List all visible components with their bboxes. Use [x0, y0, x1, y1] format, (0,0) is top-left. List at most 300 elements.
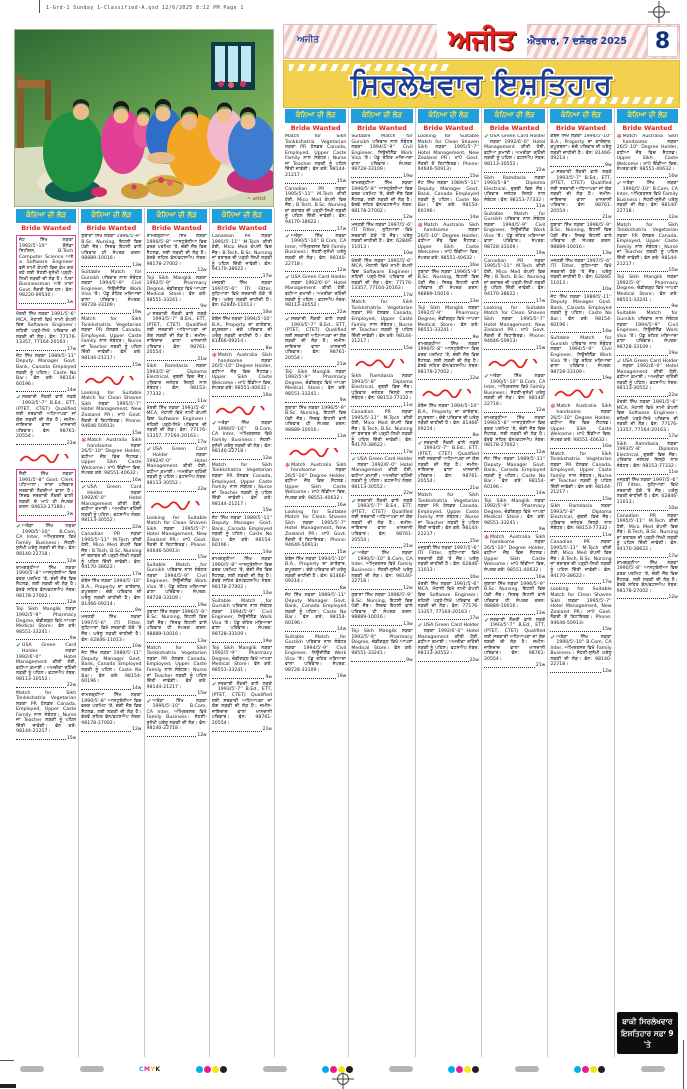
classified-ad — [617, 561, 678, 601]
ad-word-count: 14w — [535, 491, 546, 497]
woman-green-shawl — [43, 112, 103, 192]
ad-word-count: 21w — [66, 440, 77, 446]
ad-word-count: 14w — [262, 549, 272, 555]
bullet-icon: ✔ — [211, 420, 217, 428]
ad-word-count: 15w — [132, 430, 142, 436]
bullet-icon: ✔ — [16, 394, 22, 402]
ad-word-count: 15w — [668, 268, 678, 274]
ad-word-count: 15w — [336, 179, 347, 185]
ad-text: ਲੁਬਾਣਾ ਸਿੱਖ ਲੜਕਾ 1996/5'-9'' B.Sc. Nursing, ਇਟਲੀ ਵਿਚ ਪੱਕੀ ਜੌਬ। ਸਿਰਫ ਇਟਲੀ ਵਾਲੇ ਪਰਿਵਾਰ ਹੀ ਸੰਪਰਕ ਕਰਨ: 98889-10016। — [351, 592, 413, 621]
ad-separator — [81, 478, 141, 483]
ad-text: ਖੱਤਰੀ ਸਿੱਖ ਲੜਕਾ 1991/5'-6'' MCA, ਮੋਹਾਲੀ ਵਿਖੇ ਨਾਮੀ ਕੰਪਨੀ ਵਿਚ Software Engineer। ਸ਼ਹਿਰੀ ਪੜ੍ਹੇ-ਲਿਖੇ ਪਰਿਵਾਰ ਦੀ ਲੜਕੀ ਦੀ ਲੋੜ। ਫੋਨ: 77176-13357, 77164-20163। — [616, 400, 678, 433]
classified-ad — [285, 275, 346, 315]
ad-word-count: 12w — [403, 215, 413, 221]
ad-text: ਕੰਬੋਜ ਸਿੱਖ ਲੜਕਾ 1994/5'-10'' B.A., Property ਦਾ ਕਾਰੋਬਾਰ, ਕਪੂਰਥਲਾ। ਚੰਗੇ ਪਰਿਵਾਰ ਦੀ ਘਰੇਲੂ ਲੜਕੀ ਚਾਹੀਦੀ ਹੈ। ਫੋਨ: 81466-09214। — [550, 134, 612, 162]
ad-text: Teji Sikh Manglik ਲੜਕਾ 1992/5'-9'' Pharmacy Degree, ਚੰਡੀਗੜ੍ਹ ਵਿਖੇ ਆਪਣਾ Medical Store। ਫੋਨ ਕਰੋ: 98551-33241। — [417, 305, 479, 334]
ad-text: ਲੁਬਾਣਾ ਸਿੱਖ ਲੜਕਾ 1996/5'-9'' B.Sc. Nursing, ਇਟਲੀ ਵਿਚ ਪੱਕੀ ਜੌਬ। ਸਿਰਫ ਇਟਲੀ ਵਾਲੇ ਪਰਿਵਾਰ ਹੀ ਸੰਪਰਕ ਕਰਨ: 98889-10016। — [550, 222, 612, 250]
ad-text: ਜੱਟ ਸਿੱਖ ਲੜਕਾ 1989/5'-11'' Deputy Manager Govt. Bank, Canada Employed ਲੜਕੀ ਨੂੰ ਪਹਿਲ। Caste No Bar। ਫੋਨ ਕਰੋ: 98154-60196। — [417, 181, 479, 214]
ad-separator — [351, 491, 412, 496]
ad-text: Suitable Match for Gursikh ਪਰਿਵਾਰ ਨਾਲ ਸੰਬੰਧਤ ਲੜਕਾ 1994/5'-9'' Civil Engineer, ਨਿਊਜ਼ੀਲੈਂਡ Work Visa 'ਤੇ। ਪੇਂਡੂ ਰਹਿਤ ਮਰਿਆਦਾ ਵਾਲਾ ਪਰਿਵਾਰ। ਸੰਪਰਕ: 98728-33109। — [351, 134, 413, 173]
bullet-icon: ✔ — [483, 372, 490, 380]
column-header — [81, 209, 141, 232]
gray-control-patch — [80, 1066, 104, 1072]
ad-text: ਮਜ੍ਹਬੀ ਸਿੱਖ ਲੜਕਾ 1997/5'-6'' ITI Fitter, ਲੁਧਿਆਣਾ ਵਿਖੇ ਸਰਕਾਰੀ ਠੇਕੇ 'ਤੇ ਜੌਬ। ਘਰੇਲੂ ਲੜਕੀ ਚਾਹੀਦੀ ਹੈ। ਫੋਨ: 62846-11013। — [616, 477, 678, 505]
classified-ad — [617, 223, 678, 274]
ad-separator — [550, 163, 611, 168]
ad-word-count: 13w — [535, 610, 546, 616]
bullet-icon: ✔ — [211, 680, 217, 688]
ad-text: Teji Sikh Manglik ਲੜਕਾ 1992/5'-9'' Pharmacy Degree, ਚੰਡੀਗੜ੍ਹ ਵਿਖੇ ਆਪਣਾ Medical Store। ਫੋਨ ਕਰੋ: 98551-33241। — [285, 369, 347, 397]
ad-word-count: 9w — [69, 636, 77, 642]
newspaper-logo: ਅਜੀਤ — [436, 22, 526, 58]
ad-text: ਅਰੋੜਾ ਸਿੱਖ ਲੜਕਾ 1990/5'-10'' B.Com, CA Inter, ਅੰਮ੍ਰਿਤਸਰ ਵਿਖੇ Family Business। ਸੋਹਣੀ-ਸੁਨੱਖੀ ਘਰੇਲੂ ਲੜਕੀ ਦੀ ਲੋੜ। ਫੋਨ: 98140-22718। — [483, 373, 546, 407]
classified-ad — [16, 469, 76, 522]
ad-word-count: 22w — [336, 309, 347, 315]
ad-word-count: 10w — [403, 251, 413, 257]
ad-text: ਰਾਮਗੜ੍ਹੀਆ ਸਿੱਖ ਲੜਕਾ 1990/5'-8'' ਆਸਟ੍ਰੇਲੀਆ ਵਿਚ ਵਰਕ ਪਰਮਿਟ 'ਤੇ, ਚੰਗੀ ਜੌਬ ਵਿਚ ਸੈਟਲਡ, ਲਈ ਲੜਕੀ ਦੀ ਲੋੜ ਹੈ। ਵੇਰਵੇ ਸਹਿਤ ਫੋਨ/ਵਟਸਐਪ ਨੰਬਰ: 98178-27002। — [417, 341, 479, 375]
ad-text: ਮਜ੍ਹਬੀ ਸਿੱਖ ਲੜਕਾ 1997/5'-6'' ITI Fitter, ਲੁਧਿਆਣਾ ਵਿਖੇ ਸਰਕਾਰੀ ਠੇਕੇ 'ਤੇ ਜੌਬ। ਘਰੇਲੂ ਲੜਕੀ ਚਾਹੀਦੀ ਹੈ। ਫੋਨ: 62846-11013। — [351, 222, 413, 250]
cmyk-dot — [220, 1066, 227, 1073]
classified-ad — [351, 181, 412, 221]
bullet-icon: ✔ — [285, 232, 291, 240]
ad-separator — [550, 580, 611, 585]
ad-word-count: 14w — [469, 215, 479, 221]
classified-column — [210, 208, 275, 1057]
cmyk-dot — [204, 1066, 211, 1073]
section-banner — [283, 60, 680, 108]
classified-ad — [351, 551, 412, 591]
ad-text: ਅਰੋੜਾ ਸਿੱਖ ਲੜਕਾ 1990/5'-10'' B.Com, CA Inter, ਅੰਮ੍ਰਿਤਸਰ ਵਿਖੇ Family Business। ਸੋਹਣੀ-ਸੁਨੱਖੀ ਘਰੇਲੂ ਲੜਕੀ ਦੀ ਲੋੜ। ਫੋਨ: 98140-22718। — [550, 634, 612, 668]
ads-list — [351, 134, 412, 1057]
cmyk-dot — [472, 1066, 479, 1073]
ad-word-count: 21w — [469, 485, 479, 491]
ad-separator — [351, 215, 412, 220]
gray-control-patch — [263, 1066, 287, 1072]
ad-separator — [285, 398, 346, 403]
classified-column — [349, 108, 415, 1057]
ad-text: ਜੱਟ ਸਿੱਖ ਲੜਕਾ 1989/5'-11'' Deputy Manager Govt. Bank, Canada Employed ਲੜਕੀ ਨੂੰ ਪਹਿਲ। Caste No Bar। ਫੋਨ ਕਰੋ: 98154-60196। — [550, 294, 612, 328]
bullet-icon: ✔ — [483, 616, 490, 624]
classified-ad — [418, 134, 479, 179]
classified-ad — [147, 312, 207, 363]
classified-ad — [285, 463, 346, 508]
ad-text: ਰਾਮਗੜ੍ਹੀਆ ਸਿੱਖ ਲੜਕਾ 1990/5'-8'' ਆਸਟ੍ਰੇਲੀਆ ਵਿਚ ਵਰਕ ਪਰਮਿਟ 'ਤੇ, ਚੰਗੀ ਜੌਬ ਵਿਚ ਸੈਟਲਡ, ਲਈ ਲੜਕੀ ਦੀ ਲੋੜ ਹੈ। ਵੇਰਵੇ ਸਹਿਤ ਫੋਨ/ਵਟਸਐਪ ਨੰਬਰ: 98178-27002। — [81, 692, 142, 726]
classified-ad — [285, 406, 346, 440]
ad-word-count: 19w — [602, 376, 612, 382]
ad-text: ਖੱਤਰੀ ਸਿੱਖ ਲੜਕਾ 1991/5'-6'' MCA, ਮੋਹਾਲੀ ਵਿਖੇ ਨਾਮੀ ਕੰਪਨੀ ਵਿਚ Software Engineer। ਸ਼ਹਿਰੀ ਪੜ੍ਹੇ-ਲਿਖੇ ਪਰਿਵਾਰ ਦੀ ਲੜਕੀ ਦੀ ਲੋੜ। ਫੋਨ: 77176-13357, 77164-20163। — [417, 581, 479, 615]
cmyk-dot-group — [448, 1066, 479, 1073]
ad-word-count: 13w — [132, 262, 142, 268]
ad-text: ਜੱਟ ਸਿੱਖ ਲੜਕਾ 1992/5'-10'' ਕੈਨੇਡਾ ਸਿਟੀਜ਼ਨ, B.Tech Computer Science ਅਤੇ a Software Engineer ਵਜੋਂ ਨਾਮੀ ਕੰਪਨੀ ਵਿਚ ਕੰਮ ਕਰ ਰਹੇ ਲਈ ਸੋਹਣੀ-ਸੁਨੱਖੀ ਪੜ੍ਹੀ-ਲਿਖੀ ਲੜਕੀ ਦੀ ਲੋੜ ਹੈ। ਪਿਤਾ Businessman ਅਤੇ ਮਾਤਾ Govt. ਨੌਕਰੀ ਵਿਚ ਹਨ। ਫੋਨ: 98220-99530। — [19, 238, 74, 299]
classified-ad — [147, 699, 207, 739]
cmyk-dot — [574, 1066, 581, 1073]
ad-word-count: 16w — [668, 173, 678, 179]
ad-separator — [81, 310, 141, 315]
ad-separator — [212, 310, 272, 315]
column-header-punjabi: ਕੰਨਿਆ ਦੀ ਲੋੜ — [484, 109, 545, 123]
ad-word-count: 17w — [197, 440, 207, 446]
printer-slug-line: 1-Grd-1 Sunday 1-Classified-A.qxd 12/6/2025 8:12 PM Page 1 — [46, 5, 244, 11]
classified-ad — [484, 259, 545, 304]
ad-text: ਸਰਕਾਰੀ ਨੌਕਰੀ ਵਾਲੇ ਲੜਕੇ 1993/5'-7'' B.Ed., ETT, (PTET, CTET) Qualified ਲਈ ਸਰਕਾਰੀ ਅਧਿਆਪਕਾ ਜਾਂ ਯੋਗ ਲੜਕੀ ਦੀ ਲੋੜ ਹੈ। ਜ਼ਮੀਨ-ਜਾਇਦਾਦ ਵਾਲਾ ਖਾਨਦਾਨੀ ਪਰਿਵਾਰ। ਫੋਨ: 98761-20554। — [417, 440, 479, 485]
bullet-icon: ✻ — [285, 461, 291, 469]
ad-word-count: 13w — [403, 621, 413, 627]
ad-separator — [19, 300, 73, 305]
ad-separator — [81, 608, 141, 613]
ad-separator — [16, 559, 76, 564]
continued-on-page-note — [617, 1012, 678, 1054]
ad-text: ਖੱਤਰੀ ਸਿੱਖ ਲੜਕਾ 1991/5'-6'' MCA, ਮੋਹਾਲੀ ਵਿਖੇ ਨਾਮੀ ਕੰਪਨੀ ਵਿਚ Software Engineer। ਸ਼ਹਿਰੀ ਪੜ੍ਹੇ-ਲਿਖੇ ਪਰਿਵਾਰ ਦੀ ਲੜਕੀ ਦੀ ਲੋੜ। ਫੋਨ: 77176-13357, 77164-20163। — [351, 258, 413, 292]
ad-word-count: 11w — [403, 402, 413, 408]
ad-separator — [16, 347, 76, 352]
classified-ad — [81, 391, 141, 436]
ad-word-count: 17w — [403, 449, 413, 455]
ad-word-count: 16w — [336, 502, 347, 508]
ad-word-count: 17w — [535, 298, 546, 304]
classified-ad — [285, 510, 346, 555]
ad-text: ਮਜ੍ਹਬੀ ਸਿੱਖ ਲੜਕਾ 1997/5'-6'' ITI Fitter, ਲੁਧਿਆਣਾ ਵਿਖੇ ਸਰਕਾਰੀ ਠੇਕੇ 'ਤੇ ਜੌਬ। ਘਰੇਲੂ ਲੜਕੀ ਚਾਹੀਦੀ ਹੈ। ਫੋਨ: 62846-11013। — [81, 615, 142, 643]
ad-separator — [212, 591, 272, 596]
ad-separator — [351, 586, 412, 591]
classified-ad — [212, 516, 272, 556]
column-header-english: Bride Wanted — [622, 124, 673, 132]
classified-ad — [550, 540, 611, 585]
ad-word-count: 10w — [469, 574, 479, 580]
column-header-english: Bride Wanted — [357, 124, 407, 132]
ad-separator — [212, 675, 272, 680]
bullet-icon: ✔ — [616, 180, 622, 188]
classified-ad — [81, 651, 141, 691]
ad-word-count: 11w — [535, 204, 546, 210]
ad-text: Sikh Ramdasia ਲੜਕਾ 1993/5'-8'' Diploma Electrical, ਦੁਬਈ ਵਿਚ ਜੌਬ। ਪਰਿਵਾਰ ਜਲੰਧਰ ਜ਼ਿਲ੍ਹੇ ਨਾਲ ਸੰਬੰਧਤ। ਫੋਨ: 98153-77332। — [483, 175, 546, 203]
ad-separator — [484, 204, 545, 209]
classified-ad — [285, 370, 346, 404]
ad-separator — [617, 174, 678, 179]
ad-text: ਅਰੋੜਾ ਸਿੱਖ ਲੜਕਾ 1990/5'-10'' B.Com, CA Inter, ਅੰਮ੍ਰਿਤਸਰ ਵਿਖੇ Family Business। ਸੋਹਣੀ-ਸੁਨੱਖੀ ਘਰੇਲੂ ਲੜਕੀ ਦੀ ਲੋੜ। ਫੋਨ: 98140-22718। — [16, 524, 77, 557]
ad-separator — [617, 393, 678, 398]
ad-separator — [484, 299, 545, 304]
ad-text: Match for Sikh Tonkkshatria Vegetarian ਲੜਕਾ PR ਹੋਲਡਰ Canada, Employed, Upper Caste Family ਨਾਲ ਸੰਬੰਧਤ। Nurse ਜਾਂ Teacher ਲੜਕੀ ਨੂੰ ਪਹਿਲ ਦਿੱਤੀ ਜਾਵੇਗੀ। ਫੋਨ ਕਰੋ: 98144-21217। — [146, 645, 207, 690]
bullet-icon: ✔ — [351, 497, 357, 505]
classified-ad — [418, 270, 479, 304]
ad-text: ਰਾਮਗੜ੍ਹੀਆ ਸਿੱਖ ਲੜਕਾ 1990/5'-8'' ਆਸਟ੍ਰੇਲੀਆ ਵਿਚ ਵਰਕ ਪਰਮਿਟ 'ਤੇ, ਚੰਗੀ ਜੌਬ ਵਿਚ ਸੈਟਲਡ, ਲਈ ਲੜਕੀ ਦੀ ਲੋੜ ਹੈ। ਵੇਰਵੇ ਸਹਿਤ ਫੋਨ/ਵਟਸਐਪ ਨੰਬਰ: 98178-27002। — [16, 565, 77, 599]
ad-text: Suitable Match for Gursikh ਪਰਿਵਾਰ ਨਾਲ ਸੰਬੰਧਤ ਲੜਕਾ 1994/5'-9'' Civil Engineer, ਨਿਊਜ਼ੀਲੈਂਡ Work Visa 'ਤੇ। ਪੇਂਡੂ ਰਹਿਤ ਮਰਿਆਦਾ ਵਾਲਾ ਪਰਿਵਾਰ। ਸੰਪਰਕ: 98728-33109। — [211, 598, 272, 637]
ad-text: Teji Sikh Manglik ਲੜਕਾ 1992/5'-9'' Pharmacy Degree, ਚੰਡੀਗੜ੍ਹ ਵਿਖੇ ਆਪਣਾ Medical Store। ਫੋਨ ਕਰੋ: 98551-33241। — [211, 645, 272, 674]
ad-word-count: 3w — [66, 300, 74, 306]
classified-ad — [212, 353, 272, 398]
ad-text: Canadian PR ਲੜਕਾ 1995/5'-11'' M.Tech ਕੀਤੀ ਹੋਈ, Mico Med ਕੰਪਨੀ ਵਿਚ ਜੌਬ। B.Tech, B.Sc. Nursing ਜਾਂ ਬਰਾਬਰ ਦੀ ਪੜ੍ਹੀ-ਲਿਖੀ ਲੜਕੀ ਨੂੰ ਪਹਿਲ ਦਿੱਤੀ ਜਾਵੇਗੀ। ਫੋਨ: 94170-38622। — [81, 532, 142, 571]
ad-word-count: 21w — [535, 663, 546, 669]
ad-separator — [617, 351, 678, 356]
ads-list — [285, 134, 346, 1057]
ad-word-count: 22w — [535, 168, 546, 174]
ad-separator — [285, 674, 346, 679]
ad-separator — [212, 550, 272, 555]
ad-word-count: 14w — [336, 627, 347, 633]
ad-separator — [550, 444, 611, 449]
gray-control-patch — [641, 1066, 665, 1072]
bullet-icon: ✔ — [146, 310, 152, 318]
ads-list — [484, 134, 545, 1057]
cmyk-dot — [590, 1066, 597, 1073]
ad-text: Suitable Match for Gursikh ਪਰਿਵਾਰ ਨਾਲ ਸੰਬੰਧਤ ਲੜਕਾ 1994/5'-9'' Civil Engineer, ਨਿਊਜ਼ੀਲੈਂਡ Work Visa 'ਤੇ। ਪੇਂਡੂ ਰਹਿਤ ਮਰਿਆਦਾ ਵਾਲਾ ਪਰਿਵਾਰ। ਸੰਪਰਕ: 98728-33109। — [81, 270, 142, 309]
column-header-punjabi: ਕੰਨਿਆ ਦੀ ਲੋੜ — [147, 209, 207, 223]
classified-ad — [484, 535, 545, 580]
ad-word-count: 19w — [336, 674, 347, 680]
ad-separator — [550, 215, 611, 220]
ad-word-count: 22w — [197, 487, 207, 493]
classified-ad — [16, 395, 76, 446]
ad-separator — [351, 544, 412, 549]
classified-ad — [285, 557, 346, 591]
bullet-icon: ✻ — [616, 134, 622, 140]
ad-text: USA Green Card Holder ਲੜਕਾ 1992/6'-0'' Hotel Management ਕੀਤੀ ਹੋਈ, ਵਧੀਆ ਕਮਾਈ। ਅਮਰੀਕਾ ਰਹਿੰਦੀ ਲੜਕੀ ਨੂੰ ਪਹਿਲ। ਵਟਸਐਪ ਨੰਬਰ: 98113-30552। — [285, 275, 347, 309]
classified-ad — [550, 404, 611, 449]
ad-word-count: 13w — [469, 298, 479, 304]
ad-text: ਅਰੋੜਾ ਸਿੱਖ ਲੜਕਾ 1990/5'-10'' B.Com, CA Inter, ਅੰਮ੍ਰਿਤਸਰ ਵਿਖੇ Family Business। ਸੋਹਣੀ-ਸੁਨੱਖੀ ਘਰੇਲੂ ਲੜਕੀ ਦੀ ਲੋੜ। ਫੋਨ: 98140-22718। — [616, 181, 678, 214]
ad-word-count: 12w — [668, 595, 678, 601]
ad-separator — [550, 669, 611, 674]
ad-text: Teji Sikh Manglik ਲੜਕਾ 1992/5'-9'' Pharmacy Degree, ਚੰਡੀਗੜ੍ਹ ਵਿਖੇ ਆਪਣਾ Medical Store। ਫੋਨ ਕਰੋ: 98551-33241। — [616, 275, 678, 303]
column-header-english: Bride Wanted — [21, 224, 72, 232]
ad-text: ਮਜ੍ਹਬੀ ਸਿੱਖ ਲੜਕਾ 1997/5'-6'' ITI Fitter, ਲੁਧਿਆਣਾ ਵਿਖੇ ਸਰਕਾਰੀ ਠੇਕੇ 'ਤੇ ਜੌਬ। ਘਰੇਲੂ ਲੜਕੀ ਚਾਹੀਦੀ ਹੈ। ਫੋਨ: 62846-11013। — [550, 258, 612, 286]
classified-ad — [212, 281, 272, 315]
ad-word-count: 11w — [668, 470, 678, 476]
classified-column — [283, 108, 349, 1057]
ad-word-count: 8w — [339, 585, 347, 591]
ad-text: ਸਰਕਾਰੀ ਨੌਕਰੀ ਵਾਲੇ ਲੜਕੇ 1993/5'-7'' B.Ed., ETT, (PTET, CTET) Qualified ਲਈ ਸਰਕਾਰੀ ਅਧਿਆਪਕਾ ਜਾਂ ਯੋਗ ਲੜਕੀ ਦੀ ਲੋੜ ਹੈ। ਜ਼ਮੀਨ-ਜਾਇਦਾਦ ਵਾਲਾ ਖਾਨਦਾਨੀ ਪਰਿਵਾਰ। ਫੋਨ: 98761-20554। — [146, 311, 207, 356]
ad-word-count: 16w — [535, 574, 546, 580]
classified-ad — [418, 623, 479, 663]
ad-text: Match for Sikh Tonkkshatria Vegetarian ਲੜਕਾ PR ਹੋਲਡਰ Canada, Employed, Upper Caste Family ਨਾਲ ਸੰਬੰਧਤ। Nurse ਜਾਂ Teacher ਲੜਕੀ ਨੂੰ ਪਹਿਲ ਦਿੱਤੀ ਜਾਵੇਗੀ। ਫੋਨ ਕਰੋ: 98144-21217। — [16, 690, 77, 735]
bullet-icon: ✻ — [211, 352, 217, 360]
ad-separator — [550, 533, 611, 538]
ad-text: Sikh Ramdasia ਲੜਕਾ 1993/5'-8'' Diploma Electrical, ਦੁਬਈ ਵਿਚ ਜੌਬ। ਪਰਿਵਾਰ ਜਲੰਧਰ ਜ਼ਿਲ੍ਹੇ ਨਾਲ ਸੰਬੰਧਤ। ਫੋਨ: 98153-77332। — [351, 373, 413, 402]
ad-text: ਰਾਮਗੜ੍ਹੀਆ ਸਿੱਖ ਲੜਕਾ 1990/5'-8'' ਆਸਟ੍ਰੇਲੀਆ ਵਿਚ ਵਰਕ ਪਰਮਿਟ 'ਤੇ, ਚੰਗੀ ਜੌਬ ਵਿਚ ਸੈਟਲਡ, ਲਈ ਲੜਕੀ ਦੀ ਲੋੜ ਹੈ। ਵੇਰਵੇ ਸਹਿਤ ਫੋਨ/ਵਟਸਐਪ ਨੰਬਰ: 98178-27002। — [483, 415, 546, 449]
cmyk-dot — [196, 1066, 203, 1073]
ad-text: ਰਾਮਗੜ੍ਹੀਆ ਸਿੱਖ ਲੜਕਾ 1990/5'-8'' ਆਸਟ੍ਰੇਲੀਆ ਵਿਚ ਵਰਕ ਪਰਮਿਟ 'ਤੇ, ਚੰਗੀ ਜੌਬ ਵਿਚ ਸੈਟਲਡ, ਲਈ ਲੜਕੀ ਦੀ ਲੋੜ ਹੈ। ਵੇਰਵੇ ਸਹਿਤ ਫੋਨ/ਵਟਸਐਪ ਨੰਬਰ: 98178-27002। — [616, 560, 678, 594]
ad-text: Match Australia Sikh handsome ਲੜਕਾ 26/5'-10'' Degree Holder, ਵਧੀਆ ਜੌਬ ਵਿਚ ਸੈਟਲਡ। Upper Sikh Caste Welcome। ਮਾਪੇ ਇੰਡੀਆ ਵਿਚ, ਸੰਪਰਕ ਕਰੋ: 98551-40632। — [417, 222, 479, 261]
classified-ad — [212, 646, 272, 680]
ad-text: ਜੱਟ ਸਿੱਖ ਲੜਕਾ 1989/5'-11'' Deputy Manager Govt. Bank, Canada Employed ਲੜਕੀ ਨੂੰ ਪਹਿਲ। Caste No Bar। ਫੋਨ ਕਰੋ: 98154-60196। — [211, 515, 272, 549]
script-flourish-icon — [351, 353, 412, 372]
bullet-icon: ✔ — [146, 697, 152, 705]
classified-ad — [550, 259, 611, 293]
ad-separator — [484, 611, 545, 616]
classified-ad — [147, 406, 207, 446]
classified-ad — [212, 234, 272, 279]
column-header-english: Bride Wanted — [86, 224, 137, 232]
bullet-icon: ✔ — [417, 439, 423, 447]
ad-word-count: 15w — [336, 549, 347, 555]
ad-text: Match for Sikh Tonkkshatria Vegetarian ਲੜਕਾ PR ਹੋਲਡਰ Canada, Employed, Upper Caste Family ਨਾਲ ਸੰਬੰਧਤ। Nurse ਜਾਂ Teacher ਲੜਕੀ ਨੂੰ ਪਹਿਲ ਦਿੱਤੀ ਜਾਵੇਗੀ। ਫੋਨ ਕਰੋ: 98144-21217। — [285, 134, 347, 178]
classified-ad — [16, 524, 76, 564]
classified-ad — [550, 170, 611, 221]
classified-column — [145, 208, 210, 1057]
bullet-icon: ✔ — [285, 274, 291, 282]
ad-word-count: 19w — [262, 638, 272, 644]
svg-text:~ artist: ~ artist — [247, 196, 266, 202]
ad-text: USA Green Card Holder ਲੜਕਾ 1992/6'-0'' Hotel Management ਕੀਤੀ ਹੋਈ, ਵਧੀਆ ਕਮਾਈ। ਅਮਰੀਕਾ ਰਹਿੰਦੀ ਲੜਕੀ ਨੂੰ ਪਹਿਲ। ਵਟਸਐਪ ਨੰਬਰ: 98113-30552। — [483, 134, 546, 167]
ad-word-count: 9w — [538, 527, 546, 533]
column-header-punjabi: ਕੰਨਿਆ ਦੀ ਲੋੜ — [617, 109, 678, 123]
ad-separator — [285, 434, 346, 439]
classified-ad — [550, 452, 611, 503]
ad-word-count: 21w — [403, 544, 413, 550]
ad-word-count: 15w — [403, 345, 413, 351]
cmyk-dot-group — [196, 1066, 227, 1073]
ad-separator — [81, 572, 141, 577]
ad-word-count: 22w — [403, 491, 413, 497]
classified-ad — [16, 643, 76, 688]
ad-separator — [81, 263, 141, 268]
classified-column — [482, 108, 548, 1057]
cmyk-dot — [464, 1066, 471, 1073]
ad-word-count: 11w — [602, 533, 612, 538]
classified-ad — [16, 607, 76, 641]
ad-separator — [418, 263, 479, 268]
script-flourish-icon — [550, 383, 611, 402]
ad-separator — [484, 251, 545, 256]
ad-separator — [147, 399, 207, 404]
script-flourish-icon — [212, 400, 272, 419]
ad-text: Match for Sikh Tonkkshatria Vegetarian ਲੜਕਾ PR ਹੋਲਡਰ Canada, Employed, Upper Caste Family ਨਾਲ ਸੰਬੰਧਤ। Nurse ਜਾਂ Teacher ਲੜਕੀ ਨੂੰ ਪਹਿਲ ਦਿੱਤੀ ਜਾਵੇਗੀ। ਫੋਨ ਕਰੋ: 98144-21217। — [81, 317, 142, 361]
ad-text: USA Green Card Holder ਲੜਕਾ 1992/6'-0'' Hotel Management ਕੀਤੀ ਹੋਈ, ਵਧੀਆ ਕਮਾਈ। ਅਮਰੀਕਾ ਰਹਿੰਦੀ ਲੜਕੀ ਨੂੰ ਪਹਿਲ। ਵਟਸਐਪ ਨੰਬਰ: 98113-30552। — [417, 623, 479, 657]
classified-ad — [617, 275, 678, 309]
ad-text: Match for Sikh Tonkkshatria Vegetarian ਲੜਕਾ PR ਹੋਲਡਰ Canada, Employed, Upper Caste Family ਨਾਲ ਸੰਬੰਧਤ। Nurse ਜਾਂ Teacher ਲੜਕੀ ਨੂੰ ਪਹਿਲ ਦਿੱਤੀ ਜਾਵੇਗੀ। ਫੋਨ ਕਰੋ: 98144-21217। — [550, 451, 612, 496]
ad-text: Match for Sikh Tonkkshatria Vegetarian ਲੜਕਾ PR ਹੋਲਡਰ Canada, Employed, Upper Caste Family ਨਾਲ ਸੰਬੰਧਤ। Nurse ਜਾਂ Teacher ਲੜਕੀ ਨੂੰ ਪਹਿਲ ਦਿੱਤੀ ਜਾਵੇਗੀ। ਫੋਨ ਕਰੋ: 98144-21217। — [211, 462, 272, 507]
ad-text: Sikh Ramdasia ਲੜਕਾ 1993/5'-8'' Diploma Electrical, ਦੁਬਈ ਵਿਚ ਜੌਬ। ਪਰਿਵਾਰ ਜਲੰਧਰ ਜ਼ਿਲ੍ਹੇ ਨਾਲ ਸੰਬੰਧਤ। ਫੋਨ: 98153-77332। — [146, 364, 207, 398]
ad-separator — [418, 575, 479, 580]
cmyk-label: C M Y K — [139, 1065, 161, 1073]
ad-text: ਲੁਬਾਣਾ ਸਿੱਖ ਲੜਕਾ 1996/5'-9'' B.Sc. Nursing, ਇਟਲੀ ਵਿਚ ਪੱਕੀ ਜੌਬ। ਸਿਰਫ ਇਟਲੀ ਵਾਲੇ ਪਰਿਵਾਰ ਹੀ ਸੰਪਰਕ ਕਰਨ: 98889-10016। — [81, 234, 142, 262]
ad-text: Looking for Suitable Match for Clean Shaven Sikh ਲੜਕਾ 1995/5'-7'' Hotel Management, New Zealand PR। ਮਾਪੇ Govt. ਨੌਕਰੀ ਤੋਂ ਰਿਟਾਇਰਡ। Phone: 94646-50913। — [81, 390, 142, 430]
ad-text: ਕੰਬੋਜ ਸਿੱਖ ਲੜਕਾ 1994/5'-10'' B.A., Property ਦਾ ਕਾਰੋਬਾਰ, ਕਪੂਰਥਲਾ। ਚੰਗੇ ਪਰਿਵਾਰ ਦੀ ਘਰੇਲੂ ਲੜਕੀ ਚਾਹੀਦੀ ਹੈ। ਫੋਨ: 81466-09214। — [285, 556, 347, 585]
ad-word-count: 14w — [602, 329, 612, 335]
continued-note-line2: ਇਸ਼ਤਿਹਾਰ ਸਫ਼ਾ 9 'ਤੇ — [620, 1028, 674, 1049]
ad-word-count: 9w — [406, 657, 413, 663]
classified-ad — [81, 485, 141, 530]
script-flourish-icon — [16, 448, 76, 467]
classified-ad — [147, 276, 207, 310]
classified-ad — [617, 400, 678, 440]
ad-word-count: 15w — [469, 538, 479, 544]
ad-text: ਲੁਬਾਣਾ ਸਿੱਖ ਲੜਕਾ 1996/5'-9'' B.Sc. Nursing, ਇਟਲੀ ਵਿਚ ਪੱਕੀ ਜੌਬ। ਸਿਰਫ ਇਟਲੀ ਵਾਲੇ ਪਰਿਵਾਰ ਹੀ ਸੰਪਰਕ ਕਰਨ: 98889-10016। — [285, 405, 347, 433]
bullet-icon: ✔ — [16, 523, 22, 531]
ad-separator — [418, 616, 479, 621]
ad-word-count: 12w — [668, 215, 678, 221]
bullet-icon: ✔ — [483, 134, 490, 140]
classified-column — [79, 208, 144, 1057]
script-flourish-icon — [484, 353, 545, 372]
classified-ad — [418, 546, 479, 580]
cmyk-dot — [322, 1066, 329, 1073]
ad-separator — [351, 174, 412, 179]
ad-text: Suitable Match for Gursikh ਪਰਿਵਾਰ ਨਾਲ ਸੰਬੰਧਤ ਲੜਕਾ 1994/5'-9'' Civil Engineer, ਨਿਊਜ਼ੀਲੈਂਡ Work Visa 'ਤੇ। ਪੇਂਡੂ ਰਹਿਤ ਮਰਿਆਦਾ ਵਾਲਾ ਪਰਿਵਾਰ। ਸੰਪਰਕ: 98728-33109। — [550, 336, 612, 375]
ad-text: ਅਰੋੜਾ ਸਿੱਖ ਲੜਕਾ 1990/5'-10'' B.Com, CA Inter, ਅੰਮ੍ਰਿਤਸਰ ਵਿਖੇ Family Business। ਸੋਹਣੀ-ਸੁਨੱਖੀ ਘਰੇਲੂ ਲੜਕੀ ਦੀ ਲੋੜ। ਫੋਨ: 98140-22718। — [351, 551, 413, 585]
ad-text: ਲੁਬਾਣਾ ਸਿੱਖ ਲੜਕਾ 1996/5'-9'' B.Sc. Nursing, ਇਟਲੀ ਵਿਚ ਪੱਕੀ ਜੌਬ। ਸਿਰਫ ਇਟਲੀ ਵਾਲੇ ਪਰਿਵਾਰ ਹੀ ਸੰਪਰਕ ਕਰਨ: 98889-10016। — [417, 269, 479, 298]
ads-list — [617, 134, 678, 1010]
ad-word-count: 17w — [132, 572, 142, 578]
ad-separator — [147, 691, 207, 696]
ad-text: ਕੰਬੋਜ ਸਿੱਖ ਲੜਕਾ 1994/5'-10'' B.A., Property ਦਾ ਕਾਰੋਬਾਰ, ਕਪੂਰਥਲਾ। ਚੰਗੇ ਪਰਿਵਾਰ ਦੀ ਘਰੇਲੂ ਲੜਕੀ ਚਾਹੀਦੀ ਹੈ। ਫੋਨ: 81466-09214। — [211, 317, 272, 345]
ad-separator — [147, 440, 207, 445]
ad-word-count: 9w — [339, 398, 347, 404]
ad-text: Teji Sikh Manglik ਲੜਕਾ 1992/5'-9'' Pharmacy Degree, ਚੰਡੀਗੜ੍ਹ ਵਿਖੇ ਆਪਣਾ Medical Store। ਫੋਨ ਕਰੋ: 98551-33241। — [16, 607, 77, 635]
ad-text: ਰਾਮਗੜ੍ਹੀਆ ਸਿੱਖ ਲੜਕਾ 1990/5'-8'' ਆਸਟ੍ਰੇਲੀਆ ਵਿਚ ਵਰਕ ਪਰਮਿਟ 'ਤੇ, ਚੰਗੀ ਜੌਬ ਵਿਚ ਸੈਟਲਡ, ਲਈ ਲੜਕੀ ਦੀ ਲੋੜ ਹੈ। ਵੇਰਵੇ ਸਹਿਤ ਫੋਨ/ਵਟਸਐਪ ਨੰਬਰ: 98178-27002। — [351, 181, 413, 214]
ad-text: Canadian PR ਲੜਕਾ 1995/5'-11'' M.Tech ਕੀਤੀ ਹੋਈ, Mico Med ਕੰਪਨੀ ਵਿਚ ਜੌਬ। B.Tech, B.Sc. Nursing ਜਾਂ ਬਰਾਬਰ ਦੀ ਪੜ੍ਹੀ-ਲਿਖੀ ਲੜਕੀ ਨੂੰ ਪਹਿਲ ਦਿੱਤੀ ਜਾਵੇਗੀ। ਫੋਨ: 94170-38622। — [550, 540, 612, 579]
ad-text: ਜੱਟ ਸਿੱਖ ਲੜਕਾ 1989/5'-11'' Deputy Manager Govt. Bank, Canada Employed ਲੜਕੀ ਨੂੰ ਪਹਿਲ। Caste No Bar। ਫੋਨ ਕਰੋ: 98154-60196। — [16, 353, 77, 387]
ad-text: ਖੱਤਰੀ ਸਿੱਖ ਲੜਕਾ 1991/5'-6'' MCA, ਮੋਹਾਲੀ ਵਿਖੇ ਨਾਮੀ ਕੰਪਨੀ ਵਿਚ Software Engineer। ਸ਼ਹਿਰੀ ਪੜ੍ਹੇ-ਲਿਖੇ ਪਰਿਵਾਰ ਦੀ ਲੜਕੀ ਦੀ ਲੋੜ। ਫੋਨ: 77176-13357, 77164-20163। — [16, 312, 77, 346]
ad-separator — [16, 636, 76, 641]
gray-control-patch — [20, 1066, 44, 1072]
ad-text: ਸਰਕਾਰੀ ਨੌਕਰੀ ਵਾਲੇ ਲੜਕੇ 1993/5'-7'' B.Ed., ETT, (PTET, CTET) Qualified ਲਈ ਸਰਕਾਰੀ ਅਧਿਆਪਕਾ ਜਾਂ ਯੋਗ ਲੜਕੀ ਦੀ ਲੋੜ ਹੈ। ਜ਼ਮੀਨ-ਜਾਇਦਾਦ ਵਾਲਾ ਖਾਨਦਾਨੀ ਪਰਿਵਾਰ। ਫੋਨ: 98761-20554। — [16, 395, 77, 440]
ad-separator — [212, 393, 272, 398]
ads-list — [212, 234, 272, 1057]
column-header-punjabi: ਕੰਨਿਆ ਦੀ ਲੋੜ — [285, 109, 346, 123]
ad-separator — [81, 727, 141, 732]
classified-ad — [81, 270, 141, 315]
ad-separator — [617, 595, 678, 600]
classified-ad — [81, 234, 141, 268]
ad-text: Canadian PR ਲੜਕਾ 1995/5'-11'' M.Tech ਕੀਤੀ ਹੋਈ, Mico Med ਕੰਪਨੀ ਵਿਚ ਜੌਬ। B.Tech, B.Sc. Nursing ਜਾਂ ਬਰਾਬਰ ਦੀ ਪੜ੍ਹੀ-ਲਿਖੀ ਲੜਕੀ ਨੂੰ ਪਹਿਲ ਦਿੱਤੀ ਜਾਵੇਗੀ। ਫੋਨ: 94170-38622। — [285, 186, 347, 225]
ad-word-count: 12w — [66, 600, 77, 606]
classified-ad — [147, 234, 207, 274]
ad-text: ਲੁਬਾਣਾ ਸਿੱਖ ਲੜਕਾ 1996/5'-9'' B.Sc. Nursing, ਇਟਲੀ ਵਿਚ ਪੱਕੀ ਜੌਬ। ਸਿਰਫ ਇਟਲੀ ਵਾਲੇ ਪਰਿਵਾਰ ਹੀ ਸੰਪਰਕ ਕਰਨ: 98889-10016। — [483, 581, 546, 610]
ad-separator — [617, 434, 678, 439]
ad-text: Match Australia Sikh handsome ਲੜਕਾ 26/5'-10'' Degree Holder, ਵਧੀਆ ਜੌਬ ਵਿਚ ਸੈਟਲਡ। Upper Sikh Caste Welcome। ਮਾਪੇ ਇੰਡੀਆ ਵਿਚ, ਸੰਪਰਕ ਕਰੋ: 98551-40632। — [81, 437, 142, 477]
column-header — [351, 109, 412, 132]
ad-separator — [16, 600, 76, 605]
ad-text: ਅਰੋੜਾ ਸਿੱਖ ਲੜਕਾ 1990/5'-10'' B.Com, CA Inter, ਅੰਮ੍ਰਿਤਸਰ ਵਿਖੇ Family Business। ਸੋਹਣੀ-ਸੁਨੱਖੀ ਘਰੇਲੂ ਲੜਕੀ ਦੀ ਲੋੜ। ਫੋਨ: 98140-22718। — [285, 233, 347, 267]
ad-separator — [617, 268, 678, 273]
classified-ad — [418, 493, 479, 544]
gray-control-patch — [515, 1066, 539, 1072]
ad-text: ਜੱਟ ਸਿੱਖ ਲੜਕਾ 1989/5'-11'' Deputy Manager Govt. Bank, Canada Employed ਲੜਕੀ ਨੂੰ ਪਹਿਲ। Caste No Bar। ਫੋਨ ਕਰੋ: 98154-60196। — [285, 592, 347, 626]
ad-separator — [418, 433, 479, 438]
page-number: 8 — [647, 26, 678, 57]
ads-list — [147, 234, 207, 1057]
script-flourish-icon — [418, 383, 479, 402]
classified-ad — [484, 374, 545, 414]
ad-separator — [484, 168, 545, 173]
ad-separator — [550, 251, 611, 256]
ad-word-count: 17w — [668, 434, 678, 440]
continued-note-line1: ਬਾਕੀ ਸਿਰਲੇਖਵਾਰ — [622, 1017, 673, 1027]
ad-text: ਅਰੋੜਾ ਸਿੱਖ ਲੜਕਾ 1990/5'-10'' B.Com, CA Inter, ਅੰਮ੍ਰਿਤਸਰ ਵਿਖੇ Family Business। ਸੋਹਣੀ-ਸੁਨੱਖੀ ਘਰੇਲੂ ਲੜਕੀ ਦੀ ਲੋੜ। ਫੋਨ: 98140-22718। — [146, 698, 207, 732]
ad-word-count: 19w — [403, 173, 413, 179]
ad-separator — [16, 388, 76, 393]
ad-separator — [617, 506, 678, 511]
classified-ad — [285, 134, 346, 185]
ad-text: Sikh Ramdasia ਲੜਕਾ 1993/5'-8'' Diploma Electrical, ਦੁਬਈ ਵਿਚ ਜੌਬ। ਪਰਿਵਾਰ ਜਲੰਧਰ ਜ਼ਿਲ੍ਹੇ ਨਾਲ ਸੰਬੰਧਤ। ਫੋਨ: 98153-77332। — [550, 504, 612, 532]
ad-separator — [484, 491, 545, 496]
ad-word-count: 12w — [336, 268, 347, 274]
ad-text: ਸਰਕਾਰੀ ਨੌਕਰੀ ਵਾਲੇ ਲੜਕੇ 1993/5'-7'' B.Ed., ETT, (PTET, CTET) Qualified ਲਈ ਸਰਕਾਰੀ ਅਧਿਆਪਕਾ ਜਾਂ ਯੋਗ ਲੜਕੀ ਦੀ ਲੋੜ ਹੈ। ਜ਼ਮੀਨ-ਜਾਇਦਾਦ ਵਾਲਾ ਖਾਨਦਾਨੀ ਪਰਿਵਾਰ। ਫੋਨ: 98761-20554। — [285, 316, 347, 361]
ad-separator — [81, 363, 141, 368]
classified-ad — [351, 593, 412, 627]
ad-text: Canadian PR ਲੜਕਾ 1995/5'-11'' M.Tech ਕੀਤੀ ਹੋਈ, Mico Med ਕੰਪਨੀ ਵਿਚ ਜੌਬ। B.Tech, B.Sc. Nursing ਜਾਂ ਬਰਾਬਰ ਦੀ ਪੜ੍ਹੀ-ਲਿਖੀ ਲੜਕੀ ਨੂੰ ਪਹਿਲ ਦਿੱਤੀ ਜਾਵੇਗੀ। ਫੋਨ: 94170-38622। — [211, 234, 272, 273]
ad-word-count: 14w — [66, 388, 77, 394]
ad-separator — [16, 683, 76, 688]
ad-separator — [16, 736, 76, 741]
ad-separator — [19, 512, 73, 517]
ad-text: Match Australia Sikh handsome ਲੜਕਾ 26/5'-10'' Degree Holder, ਵਧੀਆ ਜੌਬ ਵਿਚ ਸੈਟਲਡ। Upper Sikh Caste Welcome। ਮਾਪੇ ਇੰਡੀਆ ਵਿਚ, ਸੰਪਰਕ ਕਰੋ: 98551-40632। — [616, 134, 678, 173]
bullet-icon: ✔ — [616, 357, 622, 365]
ad-text: USA Green Card Holder ਲੜਕਾ 1992/6'-0'' Hotel Management ਕੀਤੀ ਹੋਈ, ਵਧੀਆ ਕਮਾਈ। ਅਮਰੀਕਾ ਰਹਿੰਦੀ ਲੜਕੀ ਨੂੰ ਪਹਿਲ। ਵਟਸਐਪ ਨੰਬਰ: 98113-30552। — [81, 485, 142, 524]
bullet-icon: ✔ — [351, 456, 357, 464]
column-header-english: Bride Wanted — [423, 124, 474, 132]
